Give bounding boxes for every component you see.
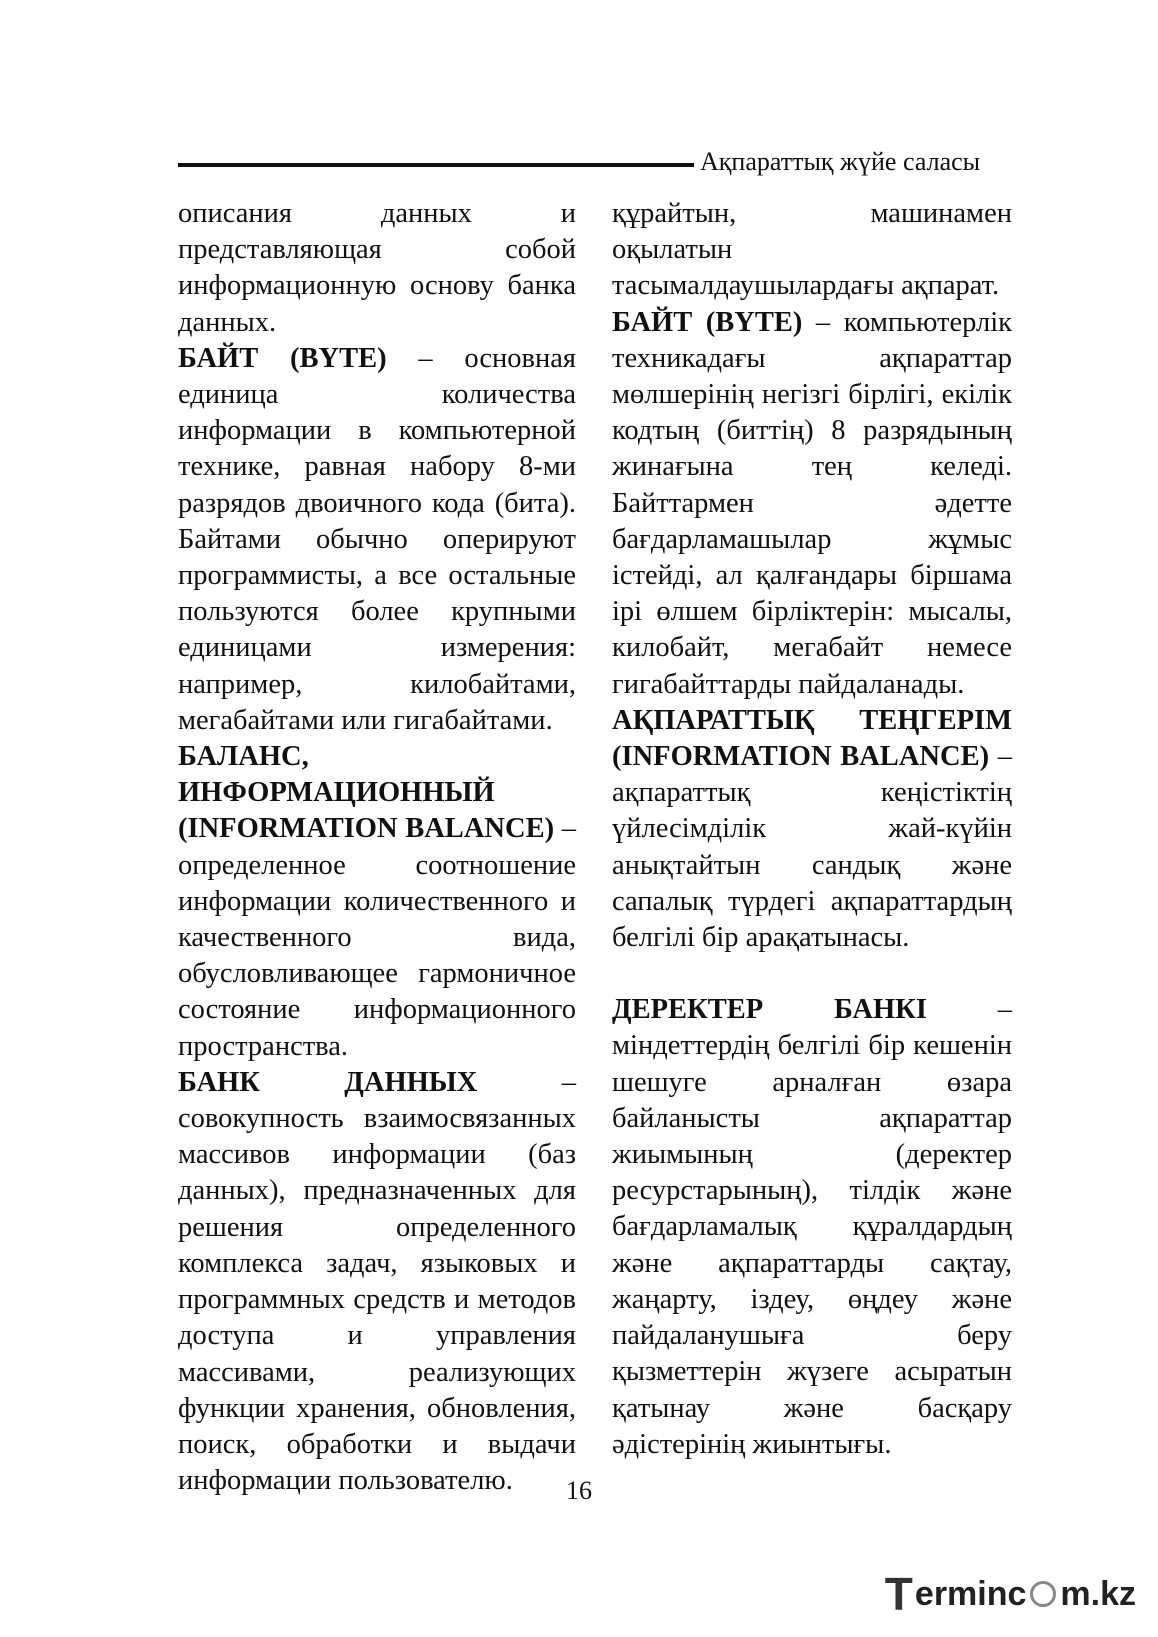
site-watermark bbox=[885, 1567, 1136, 1621]
magnifier-icon bbox=[1030, 1581, 1056, 1607]
entry-byte bbox=[178, 341, 576, 739]
running-head: Ақпараттық жүйе саласы bbox=[700, 147, 981, 176]
page-number: 16 bbox=[566, 1476, 592, 1505]
term-heading: БАНК ДАННЫХ bbox=[178, 1066, 478, 1098]
term-heading: ДЕРЕКТЕР БАНКІ bbox=[612, 994, 927, 1026]
term-definition: – основная единица количества информации в компьютерной технике, равная набору 8-ми разрядов двоичного кода (бита). Байтами обычно оперируют программисты, а все остальные пользуются более крупными единицами измерения: например, килобайтами, мегабайтами или гигабайтами. bbox=[178, 342, 576, 736]
term-definition: – компьютерлік техникадағы ақпараттар мөлшерінің негізгі бірлігі, екілік кодтың (биттің) 8 разрядының жинағына тең келеді. Байттармен әдетте бағдарламашылар жұмыс істейді, ал қалғандары біршама ірі өлшем бірліктерін: мысалы, килобайт, мегабайт немесе гигабайттарды пайдаланады. bbox=[612, 306, 1012, 700]
entry-information-balance bbox=[178, 739, 576, 1065]
left-column-russian bbox=[178, 196, 576, 1499]
continuation-paragraph: құрайтын, машинамен оқылатын тасымалдаушылардағы ақпарат. bbox=[612, 198, 1012, 302]
term-definition: – міндеттердің белгілі бір кешенін шешуге арналған өзара байланысты ақпараттар жиымының (деректер ресурстарының), тілдік және бағдарламалық құралдардың және ақпараттарды сақтау, жаңарту, іздеу, өңдеу және пайдаланушыға беру қызметтерін жүзеге асыратын қатынау және басқару әдістерінің жиынтығы. bbox=[612, 994, 1012, 1460]
continuation-paragraph: описания данных и представляющая собой информационную основу банка данных. bbox=[178, 198, 576, 338]
term-definition: – совокупность взаимосвязанных массивов информации (баз данных), предназначенных для решения определенного комплекса задач, языковых и программных средств и методов доступа и управления массивами, реализующих функции хранения, обновления, поиск, обработки и выдачи информации пользователю. bbox=[178, 1066, 576, 1497]
term-heading: БАЙТ (BYTE) bbox=[612, 306, 803, 338]
term-heading: БАЙТ (BYTE) bbox=[178, 342, 387, 374]
header-rule bbox=[178, 163, 694, 167]
entry-byte bbox=[612, 305, 1012, 703]
spacer bbox=[612, 956, 1012, 992]
entry-data-bank bbox=[178, 1065, 576, 1499]
term-definition: – определенное соотношение информации количественного и качественного вида, обусловливающее гармоничное состояние информационного пространства. bbox=[178, 813, 577, 1062]
entry-data-bank bbox=[612, 992, 1012, 1463]
term-heading: АҚПАРАТТЫҚ ТЕҢГЕРІМ (INFORMATION BALANCE) bbox=[612, 704, 1012, 773]
entry-information-balance bbox=[612, 703, 1012, 956]
watermark-text: erminc bbox=[914, 1574, 1027, 1613]
right-column-kazakh bbox=[612, 196, 1012, 1463]
watermark-domain: m.kz bbox=[1060, 1574, 1136, 1613]
term-definition: – ақпараттық кеңістіктің үйлесімділік жай-күйін анықтайтын сандық және сапалық түрдегі ақпараттардың белгілі бір арақатынасы. bbox=[612, 741, 1013, 954]
term-heading: БАЛАНС, ИНФОРМАЦИОННЫЙ (INFORMATION BALANCE) bbox=[178, 741, 555, 845]
watermark-t: T bbox=[884, 1568, 913, 1620]
